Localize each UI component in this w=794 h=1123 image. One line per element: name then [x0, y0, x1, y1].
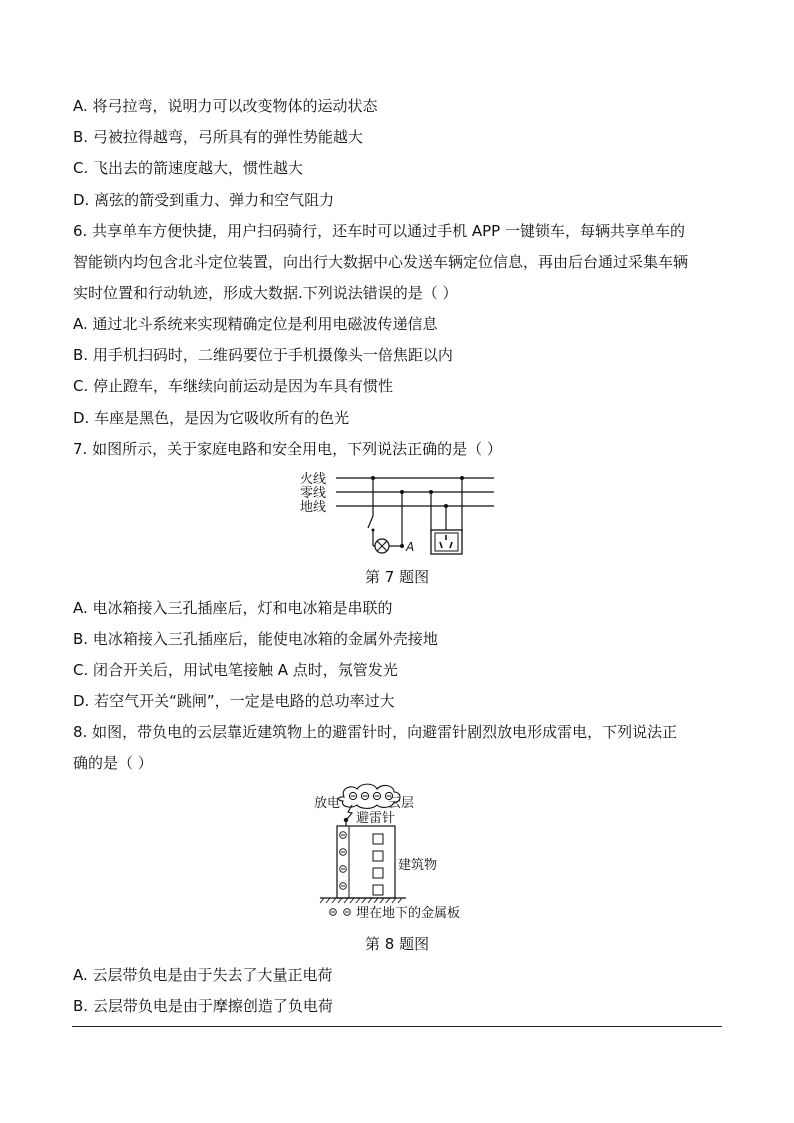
- live-wire-label: 火线: [300, 472, 327, 487]
- q7-option-b: B. 电冰箱接入三孔插座后，能使电冰箱的金属外壳接地: [73, 630, 438, 648]
- rod-label: 避雷针: [356, 811, 396, 826]
- metal-plate-label: 埋在地下的金属板: [356, 906, 461, 921]
- q7-figure-caption: 第 7 题图: [365, 568, 430, 586]
- q6-stem-line-3: 实时位置和行动轨迹，形成大数据.下列说法错误的是（ ）: [73, 284, 458, 302]
- q8-option-b: B. 云层带负电是由于摩擦创造了负电荷: [73, 997, 333, 1015]
- q6-option-b: B. 用手机扫码时，二维码要位于手机摄像头一倍焦距以内: [73, 346, 453, 364]
- q6-stem-line-2: 智能锁内均包含北斗定位装置，向出行大数据中心发送车辆定位信息，再由后台通过采集车辆: [73, 253, 689, 271]
- q7-option-c: C. 闭合开关后，用试电笔接触 A 点时，氖管发光: [73, 661, 398, 679]
- q7-option-d: D. 若空气开关“跳闸”，一定是电路的总功率过大: [73, 692, 395, 710]
- q8-lightning-figure: [310, 782, 490, 922]
- point-a-label: A: [406, 540, 415, 554]
- neutral-wire-label: 零线: [300, 486, 327, 501]
- q7-circuit-figure: [296, 466, 502, 560]
- q8-stem-line-2: 确的是（ ）: [73, 754, 153, 772]
- switch: [368, 516, 373, 528]
- building-label: 建筑物: [398, 858, 438, 873]
- q6-option-c: C. 停止蹬车，车继续向前运动是因为车具有惯性: [73, 377, 394, 395]
- q7-option-a: A. 电冰箱接入三孔插座后，灯和电冰箱是串联的: [73, 599, 393, 617]
- q8-stem-line-1: 8. 如图，带负电的云层靠近建筑物上的避雷针时，向避雷针剧烈放电形成雷电，下列说法正: [73, 723, 678, 741]
- q5-option-b: B. 弓被拉得越弯，弓所具有的弹性势能越大: [73, 128, 363, 146]
- page-bottom-rule: [72, 1026, 722, 1027]
- q5-option-a: A. 将弓拉弯，说明力可以改变物体的运动状态: [73, 97, 378, 115]
- q8-figure-caption: 第 8 题图: [365, 935, 430, 953]
- socket-icon: [431, 530, 462, 554]
- q6-option-a: A. 通过北斗系统来实现精确定位是利用电磁波传递信息: [73, 315, 438, 333]
- q5-option-c: C. 飞出去的箭速度越大，惯性越大: [73, 159, 304, 177]
- q7-stem: 7. 如图所示，关于家庭电路和安全用电，下列说法正确的是（ ）: [73, 440, 502, 458]
- q5-option-d: D. 离弦的箭受到重力、弹力和空气阻力: [73, 191, 335, 209]
- q8-option-a: A. 云层带负电是由于失去了大量正电荷: [73, 966, 333, 984]
- discharge-label: 放电: [314, 796, 341, 811]
- q6-option-d: D. 车座是黑色，是因为它吸收所有的色光: [73, 409, 350, 427]
- metal-plate-charges: [330, 909, 351, 916]
- q6-stem-line-1: 6. 共享单车方便快捷，用户扫码骑行，还车时可以通过手机 APP 一键锁车，每辆共享单车的: [73, 222, 685, 240]
- cloud-label: 云层: [388, 796, 415, 811]
- ground-wire-label: 地线: [300, 500, 327, 515]
